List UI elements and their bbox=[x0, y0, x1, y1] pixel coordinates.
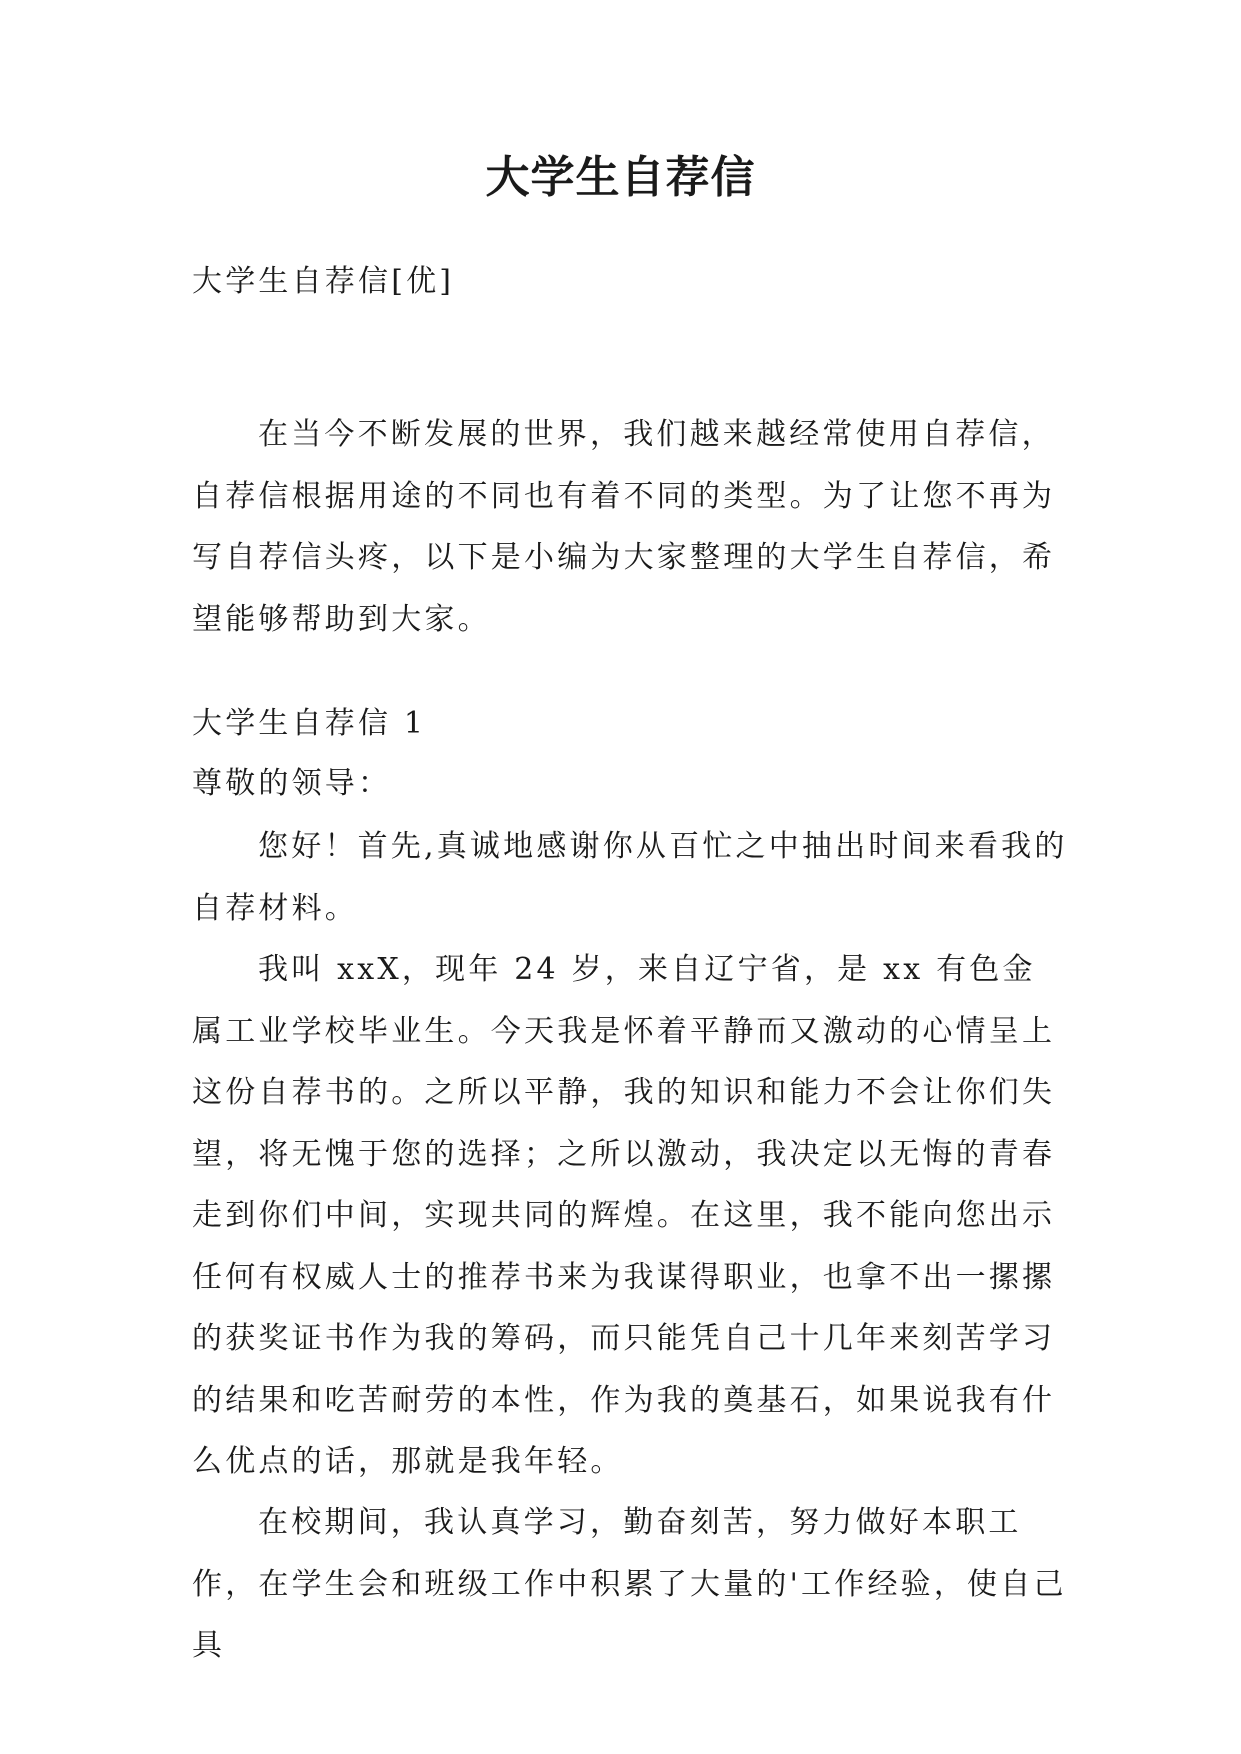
body-paragraph: 在校期间，我认真学习，勤奋刻苦，努力做好本职工作，在学生会和班级工作中积累了大量的'工作经验，使自己具 bbox=[192, 1505, 1067, 1663]
document-subtitle: 大学生自荐信[优] bbox=[192, 264, 455, 299]
document-title: 大学生自荐信 bbox=[485, 152, 756, 203]
salutation: 尊敬的领导： bbox=[192, 766, 392, 801]
intro-paragraph: 在当今不断发展的世界，我们越来越经常使用自荐信，自荐信根据用途的不同也有着不同的类型。为了让您不再为写自荐信头疼，以下是小编为大家整理的大学生自荐信，希望能够帮助到大家。 bbox=[192, 417, 1056, 637]
section-heading: 大学生自荐信 1 bbox=[192, 706, 427, 741]
body-paragraph: 我叫 xxX，现年 24 岁，来自辽宁省，是 xx 有色金属工业学校毕业生。今天我是怀着平静而又激动的心情呈上这份自荐书的。之所以平静，我的知识和能力不会让你们失望，将无愧于您的选择；之所以激动，我决定以无悔的青春走到你们中间，实现共同的辉煌。在这里，我不能向您出示任何有权威人士的推荐书来为我谋得职业，也拿不出一摞摞的获奖证书作为我的筹码，而只能凭自己十几年来刻苦学习的结果和吃苦耐劳的本性，作为我的奠基石，如果说我有什么优点的话，那就是我年轻。 bbox=[192, 952, 1056, 1479]
body-paragraph: 您好！首先,真诚地感谢你从百忙之中抽出时间来看我的自荐材料。 bbox=[192, 829, 1068, 926]
